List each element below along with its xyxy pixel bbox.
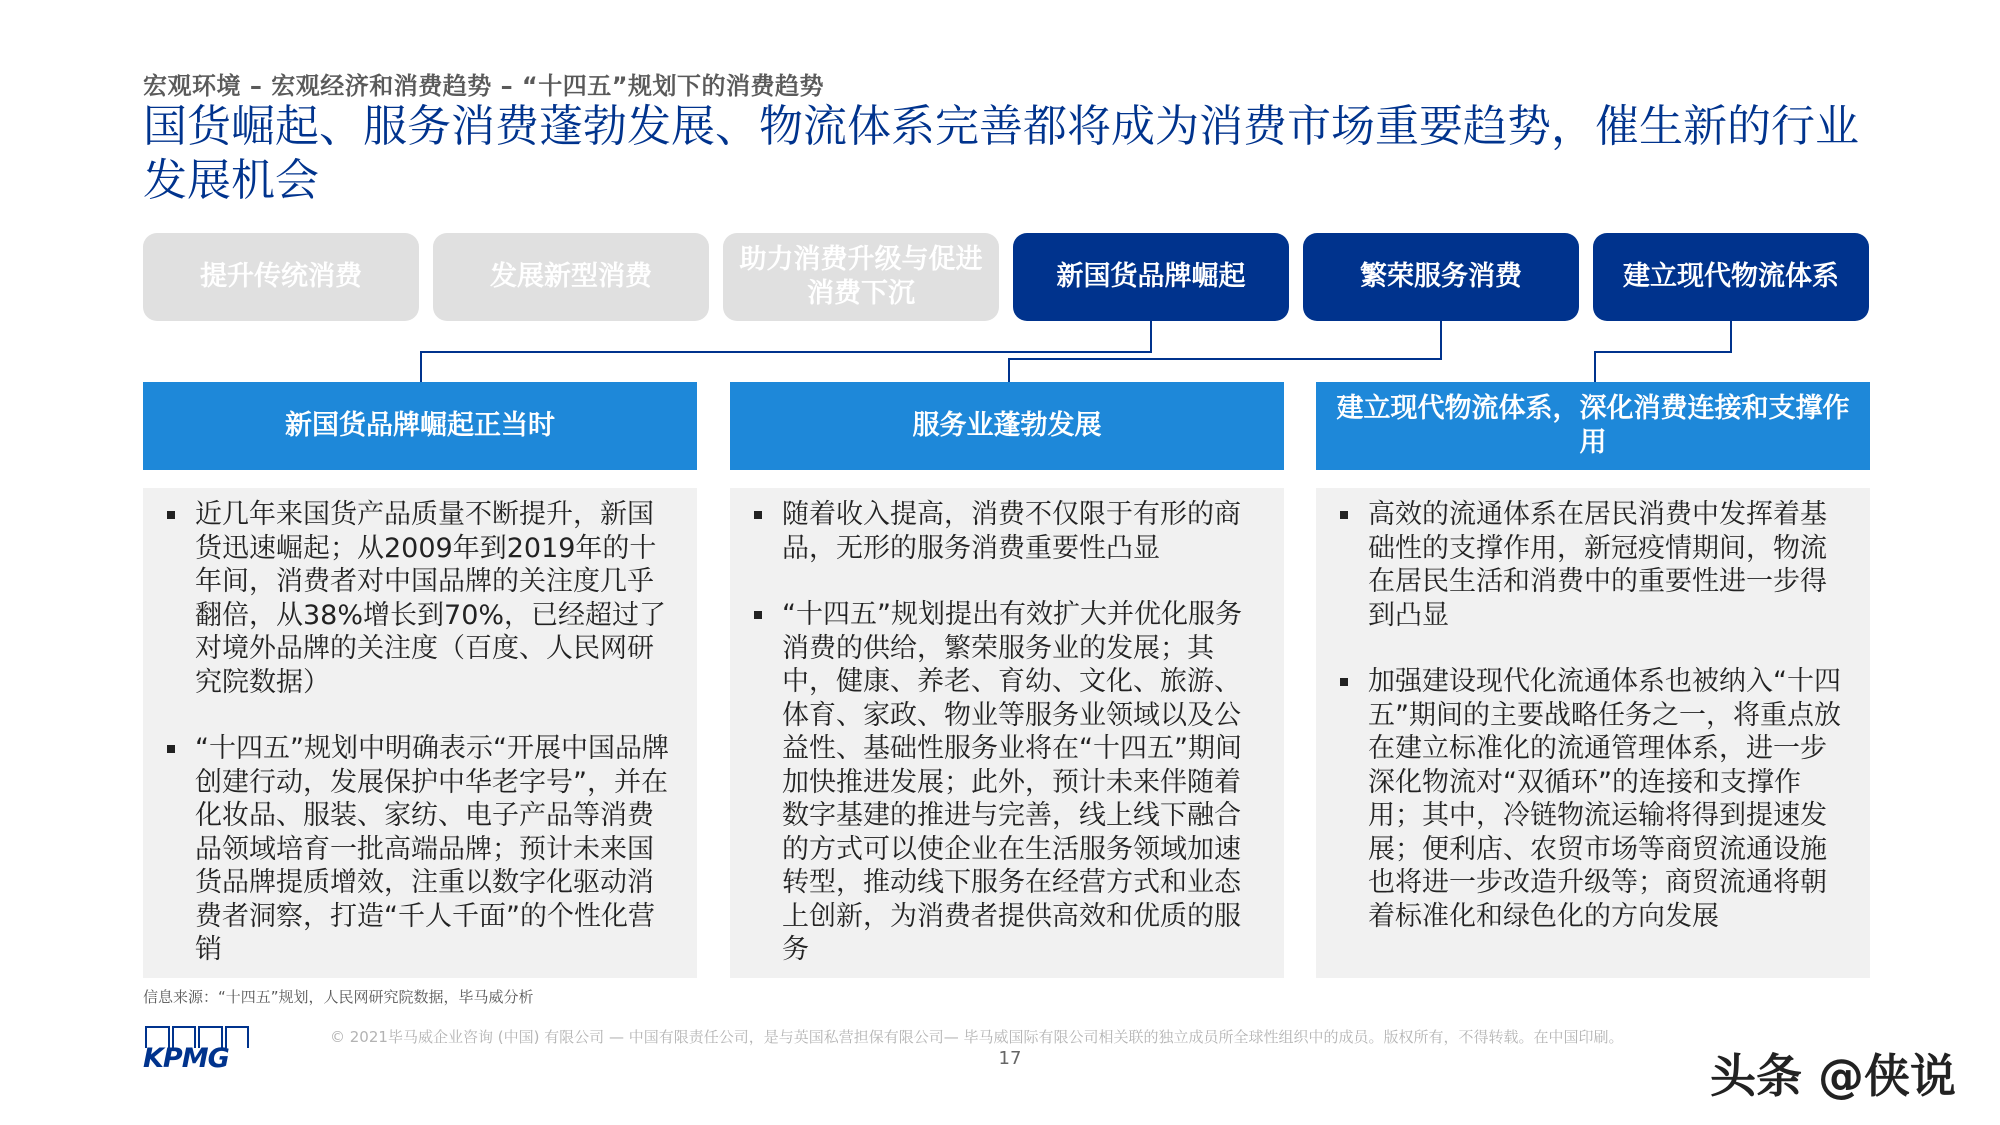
kpmg-logo (143, 1026, 251, 1074)
connector-line (1594, 351, 1596, 382)
connector-line (1440, 321, 1442, 359)
tab-label: 发展新型消费 (490, 261, 652, 292)
tab-label: 助力消费升级与促进消费下沉 (739, 244, 983, 309)
column-body-services (730, 488, 1284, 978)
connector-line (420, 351, 1152, 353)
copyright-notice: © 2021毕马威企业咨询 (中国) 有限公司 — 中国有限责任公司，是与英国私营担保有限公司— 毕马威国际有限公司相关联的独立成员所全球性组织中的成员。版权所有，不得转载。在中国印刷。 (330, 1028, 1624, 1046)
list-item (157, 732, 673, 967)
bullet-text: 近几年来国货产品质量不断提升，新国货迅速崛起；从2009年到2019年的十年间，消费者对中国品牌的关注度几乎翻倍，从38%增长到70%，已经超过了对境外品牌的关注度（百度、人民网研究院数据） (195, 499, 667, 698)
bullet-list (1330, 498, 1846, 933)
bullet-text: 加强建设现代化流通体系也被纳入“十四五”期间的主要战略任务之一，将重点放在建立标准化的流通管理体系，进一步深化物流对“双循环”的连接和支撑作用；其中，冷链物流运输将得到提速发展；便利店、农贸市场等商贸流通设施也将进一步改造升级等；商贸流通将朝着标准化和绿色化的方向发展 (1368, 666, 1841, 932)
watermark: 头条 @侠说 (1710, 1049, 1957, 1103)
page-title: 国货崛起、服务消费蓬勃发展、物流体系完善都将成为消费市场重要趋势，催生新的行业发展机会 (143, 101, 1859, 206)
bullet-text: “十四五”规划中明确表示“开展中国品牌创建行动，发展保护中华老字号”，并在化妆品、服装、家纺、电子产品等消费品领域培育一批高端品牌；预计未来国货品牌提质增效，注重以数字化驱动消费者洞察，打造“千人千面”的个性化营销 (195, 733, 669, 965)
column-body-logistics (1316, 488, 1870, 978)
connector-line (1150, 321, 1152, 353)
bullet-icon (167, 511, 175, 519)
tab-upgrade-traditional-consumption[interactable] (143, 233, 419, 321)
bullet-list (157, 498, 673, 967)
bullet-text: 高效的流通体系在居民消费中发挥着基础性的支撑作用，新冠疫情期间，物流在居民生活和消费中的重要性进一步得到凸显 (1368, 499, 1827, 631)
tab-modern-logistics[interactable] (1593, 233, 1869, 321)
connector-line (1730, 321, 1732, 353)
list-item (1330, 665, 1846, 933)
page-number: 17 (998, 1048, 1022, 1069)
bullet-text: “十四五”规划提出有效扩大并优化服务消费的供给，繁荣服务业的发展；其中，健康、养老、育幼、文化、旅游、体育、家政、物业等服务业领域以及公益性、基础性服务业将在“十四五”期间加快推进发展；此外，预计未来伴随着数字基建的推进与完善，线上线下融合的方式可以使企业在生活服务领域加速转型，推动线下服务在经营方式和业态上创新，为消费者提供高效和优质的服务 (782, 599, 1242, 965)
connector-line (1008, 358, 1442, 360)
connector-line (1008, 358, 1010, 382)
list-item (157, 498, 673, 699)
bullet-icon (167, 745, 175, 753)
column-heading-label: 新国货品牌崛起正当时 (285, 410, 555, 441)
tab-label: 建立现代物流体系 (1623, 261, 1839, 292)
tab-consumption-upgrade-downshift[interactable] (723, 233, 999, 321)
list-item (1330, 498, 1846, 632)
bullet-list (744, 498, 1260, 967)
bullet-icon (754, 511, 762, 519)
tab-new-type-consumption[interactable] (433, 233, 709, 321)
column-heading-logistics (1316, 382, 1870, 470)
column-heading-domestic-brands (143, 382, 697, 470)
breadcrumb: 宏观环境 – 宏观经济和消费趋势 – “十四五”规划下的消费趋势 (143, 72, 824, 100)
bullet-icon (1340, 678, 1348, 686)
column-heading-services (730, 382, 1284, 470)
logo-text: KPMG (143, 1043, 229, 1074)
connector-line (1594, 351, 1732, 353)
source-note: 信息来源：“十四五”规划，人民网研究院数据，毕马威分析 (143, 988, 534, 1006)
tab-label: 新国货品牌崛起 (1056, 261, 1246, 292)
tab-label: 提升传统消费 (200, 261, 362, 292)
connector-line (420, 351, 422, 382)
column-body-domestic-brands (143, 488, 697, 978)
bullet-icon (754, 611, 762, 619)
column-heading-label: 建立现代物流体系，深化消费连接和支撑作用 (1336, 393, 1850, 458)
list-item (744, 598, 1260, 967)
tab-service-consumption[interactable] (1303, 233, 1579, 321)
tab-label: 繁荣服务消费 (1360, 261, 1522, 292)
column-heading-label: 服务业蓬勃发展 (912, 410, 1102, 441)
bullet-text: 随着收入提高，消费不仅限于有形的商品，无形的服务消费重要性凸显 (782, 499, 1241, 564)
list-item (744, 498, 1260, 565)
tab-domestic-brands-rise[interactable] (1013, 233, 1289, 321)
bullet-icon (1340, 511, 1348, 519)
